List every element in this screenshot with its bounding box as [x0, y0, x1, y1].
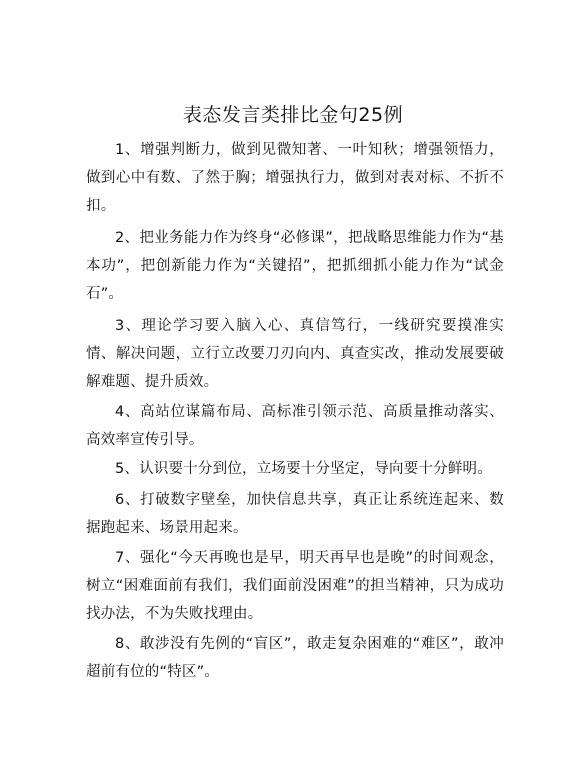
paragraph-6: 6、打破数字壁垒，加快信息共享，真正让系统连起来、数据跑起来、场景用起来。 [86, 492, 504, 536]
page-title: 表态发言类排比金句25例 [182, 104, 404, 126]
paragraph-1: 1、增强判断力，做到见微知著、一叶知秋；增强领悟力，做到心中有数、了然于胸；增强执行力，做到对表对标、不折不扣。 [86, 142, 504, 214]
paragraph-2: 2、把业务能力作为终身“必修课”，把战略思维能力作为“基本功”，把创新能力作为“关键招”，把抓细抓小能力作为“试金石”。 [86, 230, 504, 302]
paragraph-4: 4、高站位谋篇布局、高标准引领示范、高质量推动落实、高效率宣传引导。 [86, 404, 504, 448]
paragraph-3: 3、理论学习要入脑入心、真信笃行，一线研究要摸准实情、解决问题，立行立改要刀刃向内、真查实改，推动发展要破解难题、提升质效。 [86, 318, 504, 390]
paragraph-5: 5、认识要十分到位，立场要十分坚定，导向要十分鲜明。 [115, 461, 492, 477]
paragraph-8: 8、敢涉没有先例的“盲区”，敢走复杂困难的“难区”，敢冲超前有位的“特区”。 [86, 636, 504, 680]
paragraph-7: 7、强化“今天再晚也是早，明天再早也是晚”的时间观念，树立“困难面前有我们，我们面前没困难”的担当精神，只为成功找办法，不为失败找理由。 [86, 550, 504, 622]
